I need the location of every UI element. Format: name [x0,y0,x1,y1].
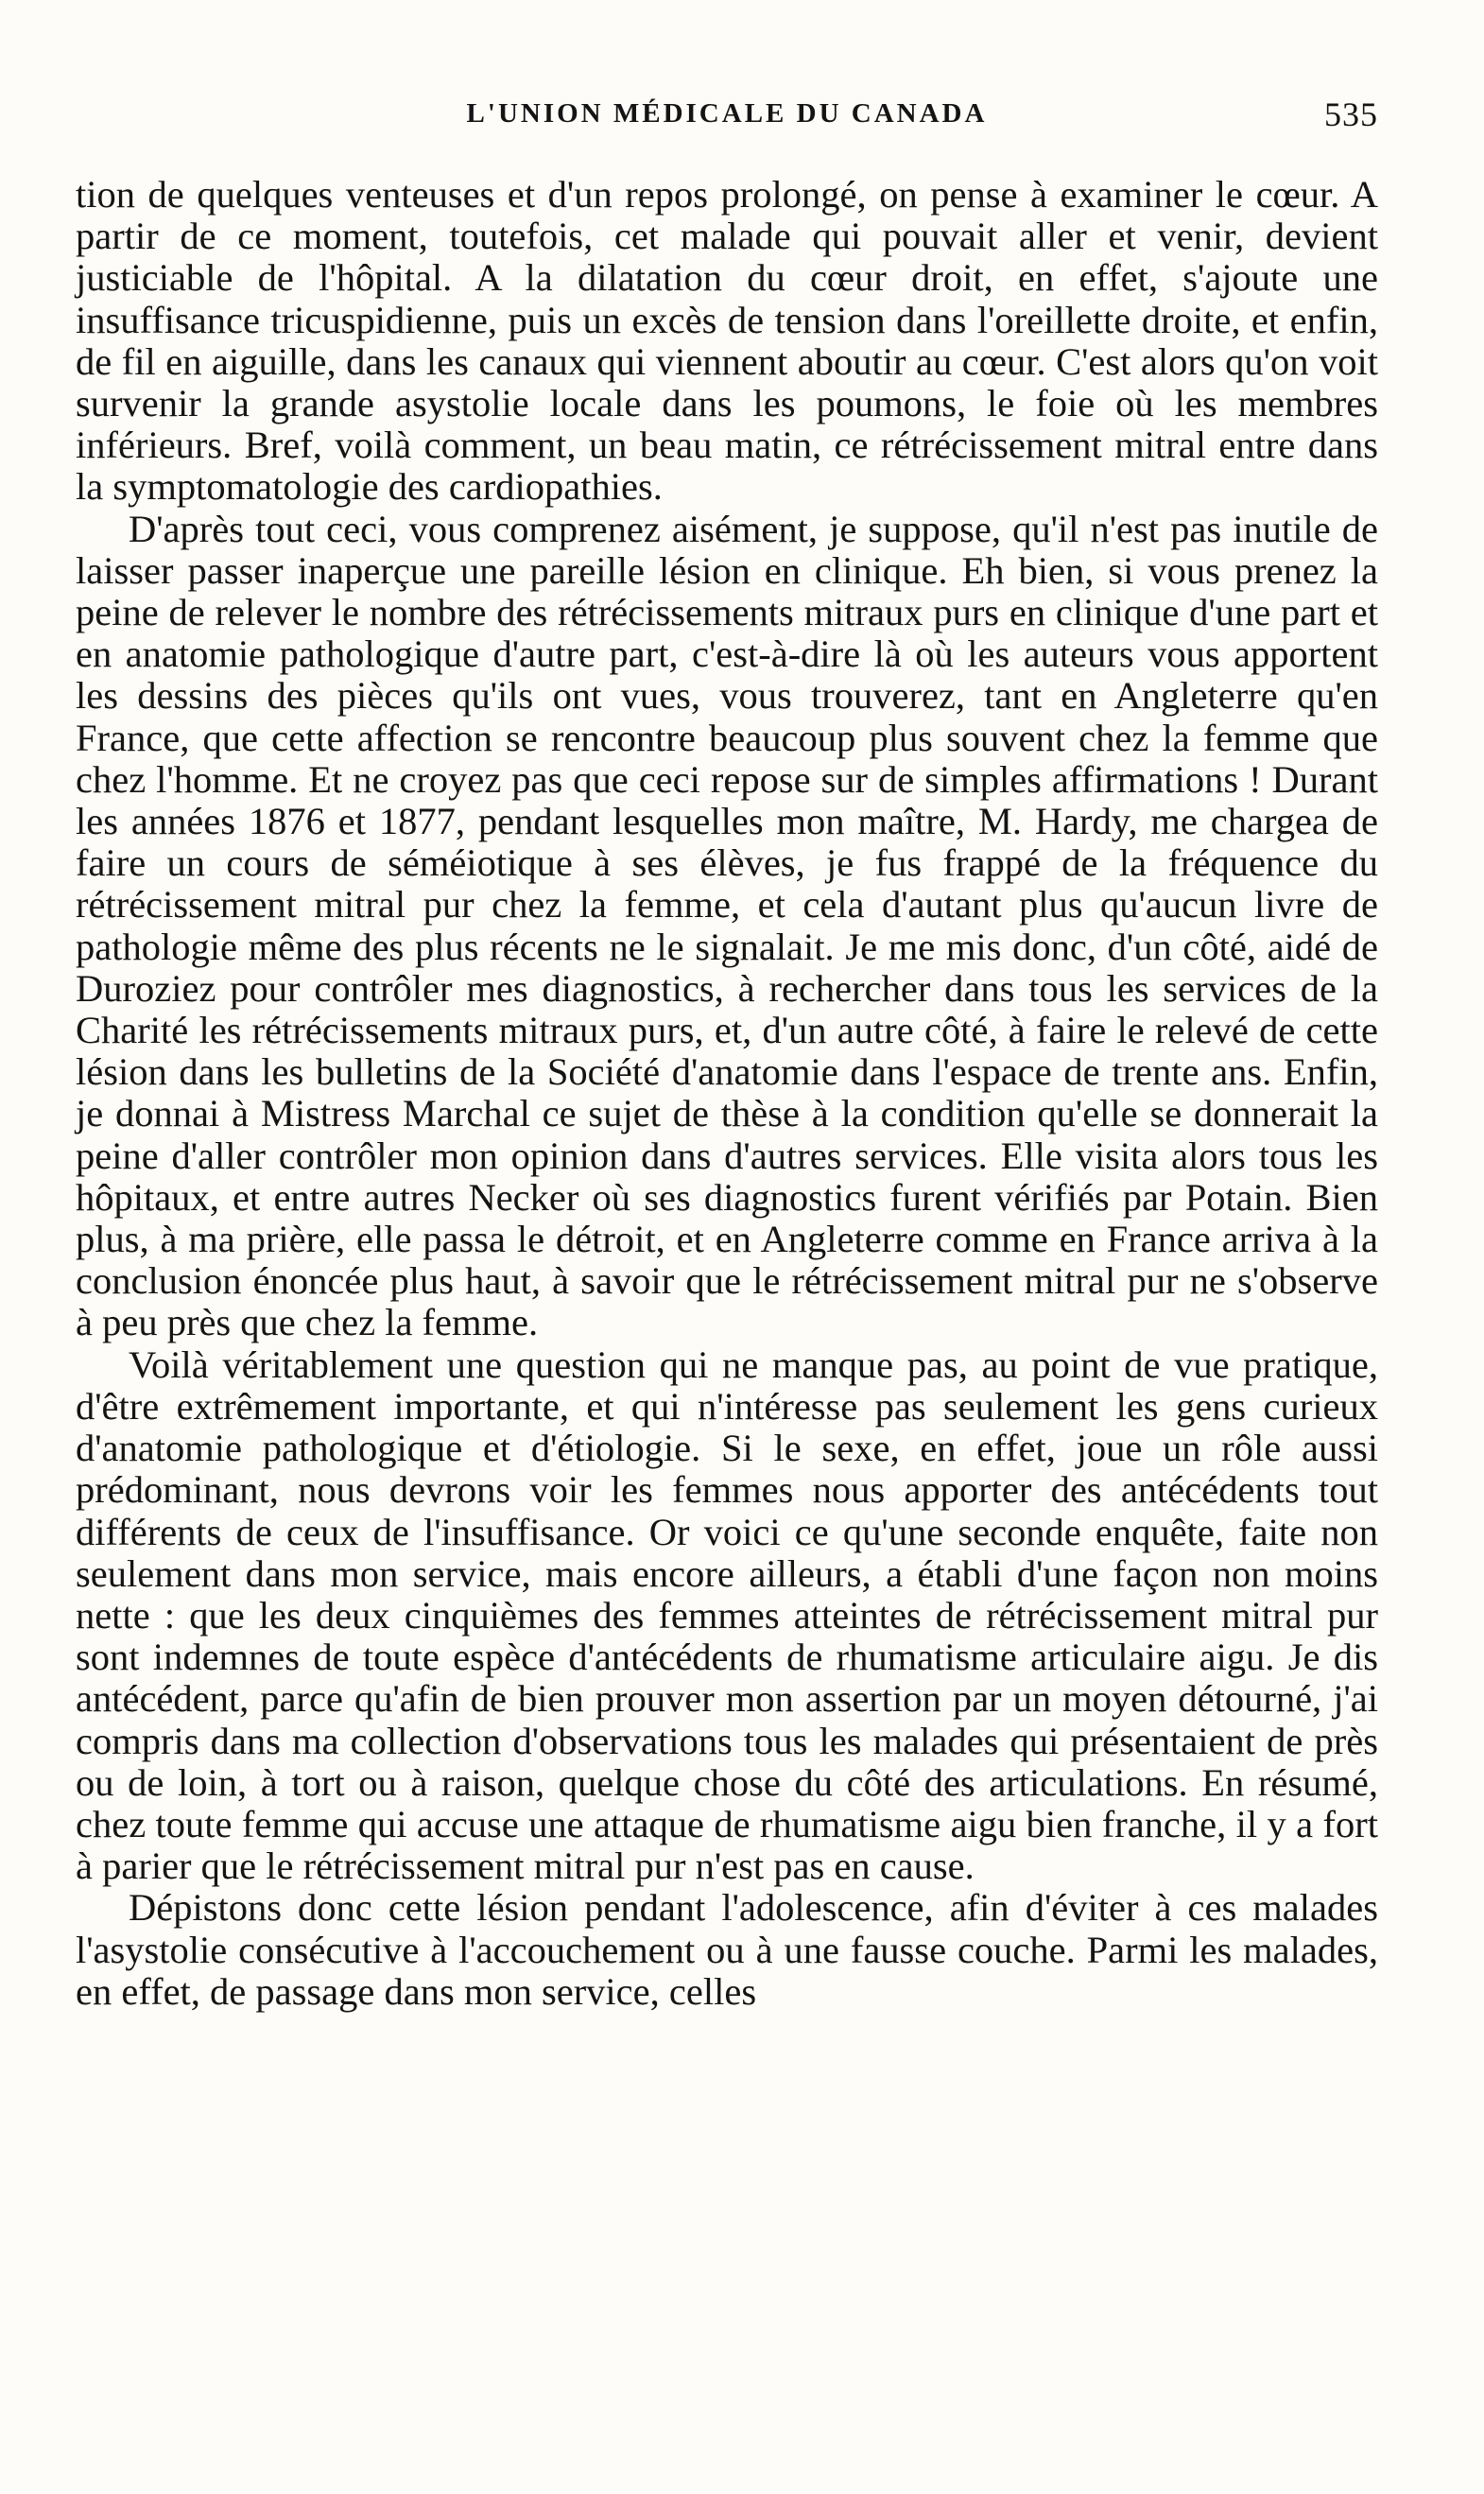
body-text [76,174,1378,2013]
paragraph-3: Voilà véritablement une question qui ne manque pas, au point de vue pratique, d'être extrêmement importante, et qui n'intéresse pas seulement les gens curieux d'anatomie pathologique et d'étiologie. Si le sexe, en effet, joue un rôle aussi prédominant, nous devrons voir les femmes nous apporter des antécédents tout différents de ceux de l'insuffisance. Or voici ce qu'une seconde enquête, faite non seulement dans mon service, mais encore ailleurs, a établi d'une façon non moins nette : que les deux cinquièmes des femmes atteintes de rétrécissement mitral pur sont indemnes de toute espèce d'antécédents de rhumatisme articulaire aigu. Je dis antécédent, parce qu'afin de bien prouver mon assertion par un moyen détourné, j'ai compris dans ma collection d'observations tous les malades qui présentaient de près ou de loin, à tort ou à raison, quelque chose du côté des articulations. En résumé, chez toute femme qui accuse une attaque de rhumatisme aigu bien franche, il y a fort à parier que le rétrécissement mitral pur n'est pas en cause. [76,1342,1378,1888]
running-header [76,91,1378,147]
journal-title: L'UNION MÉDICALE DU CANADA [466,98,988,129]
document-page [76,91,1378,2013]
paragraph-2: D'après tout ceci, vous comprenez aisément, je suppose, qu'il n'est pas inutile de laisser passer inaperçue une pareille lésion en clinique. Eh bien, si vous prenez la peine de relever le nombre des rétrécissements mitraux purs en clinique d'une part et en anatomie pathologique d'autre part, c'est-à-dire là où les auteurs vous apportent les dessins des pièces qu'ils ont vues, vous trouverez, tant en Angleterre qu'en France, que cette affection se rencontre beaucoup plus souvent chez la femme que chez l'homme. Et ne croyez pas que ceci repose sur de simples affirmations ! Durant les années 1876 et 1877, pendant lesquelles mon maître, M. Hardy, me chargea de faire un cours de séméiotique à ses élèves, je fus frappé de la fréquence du rétrécissement mitral pur chez la femme, et cela d'autant plus qu'aucun livre de pathologie même des plus récents ne le signalait. Je me mis donc, d'un côté, aidé de Duroziez pour contrôler mes diagnostics, à rechercher dans tous les services de la Charité les rétrécissements mitraux purs, et, d'un autre côté, à faire le relevé de cette lésion dans les bulletins de la Société d'anatomie dans l'espace de trente ans. Enfin, je donnai à Mistress Marchal ce sujet de thèse à la condition qu'elle se donnerait la peine d'aller contrôler mon opinion dans d'autres services. Elle visita alors tous les hôpitaux, et entre autres Necker où ses diagnostics furent vérifiés par Potain. Bien plus, à ma prière, elle passa le détroit, et en Angleterre comme en France arriva à la conclusion énoncée plus haut, à savoir que le rétrécissement mitral pur ne s'observe à peu près que chez la femme. [76,507,1378,1344]
page-number: 535 [1324,95,1378,133]
paragraph-4: Dépistons donc cette lésion pendant l'adolescence, afin d'éviter à ces malades l'asystolie consécutive à l'accouchement ou à une fausse couche. Parmi les malades, en effet, de passage dans mon service, celles [76,1886,1378,2013]
paragraph-1: tion de quelques venteuses et d'un repos prolongé, on pense à examiner le cœur. A partir de ce moment, toutefois, cet malade qui pouvait aller et venir, devient justiciable de l'hôpital. A la dilatation du cœur droit, en effet, s'ajoute une insuffisance tricuspidienne, puis un excès de tension dans l'oreillette droite, et enfin, de fil en aiguille, dans les canaux qui viennent aboutir au cœur. C'est alors qu'on voit survenir la grande asystolie locale dans les poumons, le foie où les membres inférieurs. Bref, voilà comment, un beau matin, ce rétrécissement mitral entre dans la symptomatologie des cardiopathies. [76,173,1378,509]
